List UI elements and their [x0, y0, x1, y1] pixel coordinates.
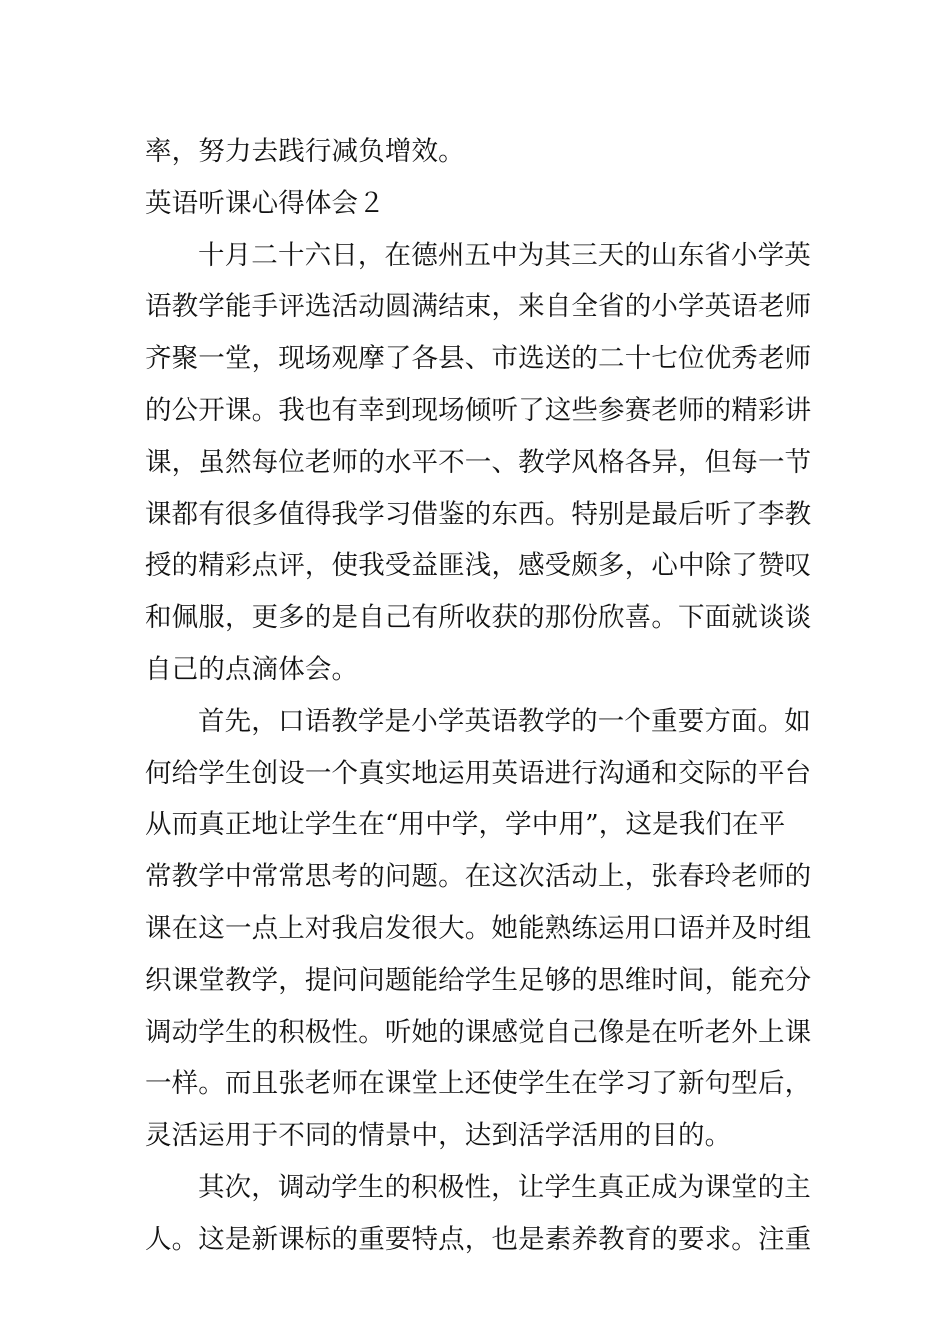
paragraph-3-line: 其次，调动学生的积极性，让学生真正成为课堂的主	[198, 1171, 811, 1203]
paragraph-1-line: 自己的点滴体会。	[145, 653, 359, 685]
paragraph-2-line: 课在这一点上对我启发很大。她能熟练运用口语并及时组	[145, 912, 812, 944]
paragraph-2-line: 调动学生的积极性。听她的课感觉自己像是在听老外上课	[145, 1016, 812, 1048]
paragraph-2-line: 从而真正地让学生在“用中学，学中用”，这是我们在平	[145, 809, 786, 841]
paragraph-1-line: 十月二十六日，在德州五中为其三天的山东省小学英	[198, 239, 811, 271]
paragraph-1-line: 齐聚一堂，现场观摩了各县、市选送的二十七位优秀老师	[145, 343, 812, 375]
paragraph-1-line: 语教学能手评选活动圆满结束，来自全省的小学英语老师	[145, 291, 812, 323]
paragraph-2-line: 织课堂教学，提问问题能给学生足够的思维时间，能充分	[145, 964, 812, 996]
paragraph-1-line: 课都有很多值得我学习借鉴的东西。特别是最后听了李教	[145, 498, 812, 530]
paragraph-1-line: 授的精彩点评，使我受益匪浅，感受颇多，心中除了赞叹	[145, 550, 812, 582]
paragraph-2-line: 何给学生创设一个真实地运用英语进行沟通和交际的平台	[145, 757, 812, 789]
paragraph-2-line: 一样。而且张老师在课堂上还使学生在学习了新句型后，	[145, 1068, 812, 1100]
text-line: 率，努力去践行减负增效。	[145, 136, 465, 167]
paragraph-3-line: 人。这是新课标的重要特点，也是素养教育的要求。注重	[145, 1223, 812, 1255]
document-body	[145, 126, 812, 1266]
paragraph-2-line: 常教学中常常思考的问题。在这次活动上，张春玲老师的	[145, 861, 812, 893]
paragraph-1-line: 和佩服，更多的是自己有所收获的那份欣喜。下面就谈谈	[145, 602, 812, 634]
paragraph-2-line: 灵活运用于不同的情景中，达到活学活用的目的。	[145, 1120, 732, 1152]
section-heading: 英语听课心得体会２	[145, 187, 385, 219]
paragraph-2-line: 首先，口语教学是小学英语教学的一个重要方面。如	[198, 705, 811, 737]
paragraph-1-line: 的公开课。我也有幸到现场倾听了这些参赛老师的精彩讲	[145, 394, 812, 426]
paragraph-1-line: 课，虽然每位老师的水平不一、教学风格各异，但每一节	[145, 446, 812, 478]
